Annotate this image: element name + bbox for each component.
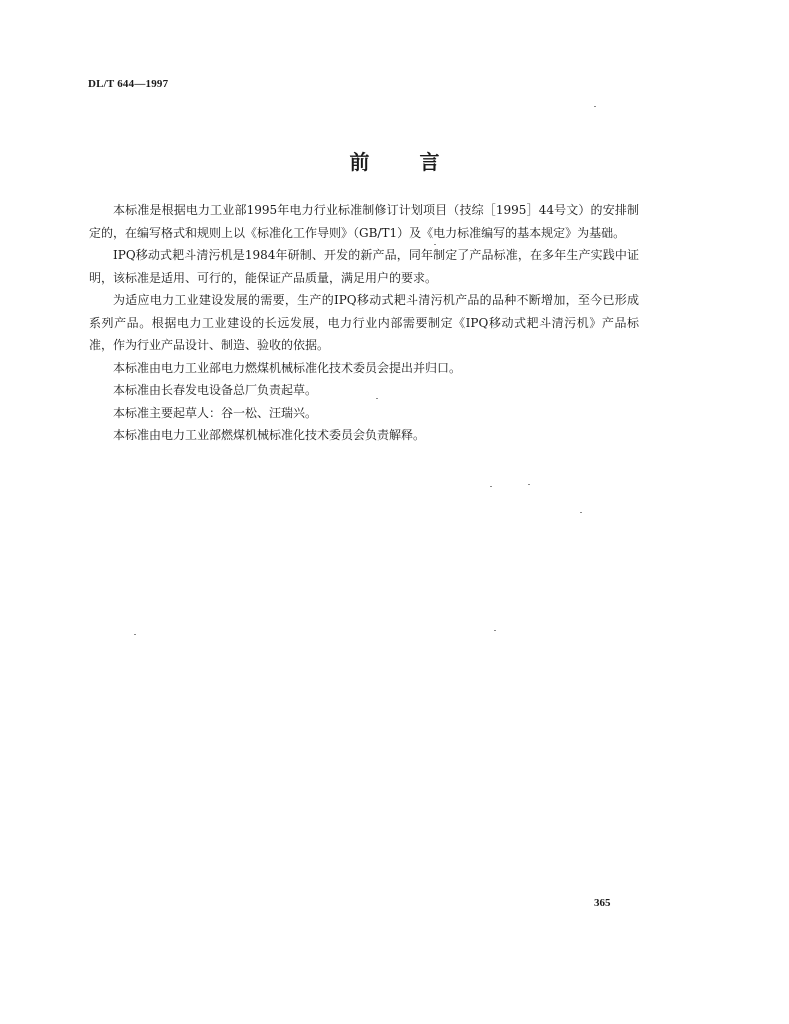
page-title <box>0 146 789 175</box>
paragraph: 为适应电力工业建设发展的需要，生产的IPQ移动式耙斗清污机产品的品种不断增加，至今已形成系列产品。根据电力工业建设的长远发展，电力行业内部需要制定《IPQ移动式耙斗清污机》产品标准，作为行业产品设计、制造、验收的依据。 <box>89 293 639 352</box>
document-code: DL/T 644—1997 <box>88 78 169 90</box>
scan-speck <box>594 106 596 107</box>
paragraph: IPQ移动式耙斗清污机是1984年研制、开发的新产品，同年制定了产品标准，在多年生产实践中证明，该标准是适用、可行的，能保证产品质量，满足用户的要求。 <box>89 248 639 285</box>
paragraph: 本标准由长春发电设备总厂负责起草。 <box>113 383 318 397</box>
title-char-1: 前 <box>349 150 370 174</box>
paragraph: 本标准由电力工业部电力燃煤机械标准化技术委员会提出并归口。 <box>113 360 462 375</box>
title-char-2: 言 <box>419 150 440 174</box>
scan-speck <box>376 398 378 399</box>
paragraph: 本标准由电力工业部燃煤机械标准化技术委员会负责解释。 <box>113 428 426 442</box>
scan-speck <box>434 244 436 245</box>
scan-speck <box>494 630 496 631</box>
foreword-body <box>89 199 639 447</box>
paragraph: 本标准是根据电力工业部1995年电力行业标准制修订计划项目（技综［1995］44号文）的安排制定的，在编写格式和规则上以《标准化工作导则》（GB/T1）及《电力标准编写的基本规定》为基础。 <box>89 203 639 240</box>
scan-speck <box>528 484 530 485</box>
scan-speck <box>134 634 136 635</box>
paragraph: 本标准主要起草人：谷一松、汪瑞兴。 <box>113 405 318 420</box>
scan-speck <box>490 486 492 487</box>
page-number: 365 <box>594 897 611 909</box>
scan-speck <box>580 512 582 513</box>
